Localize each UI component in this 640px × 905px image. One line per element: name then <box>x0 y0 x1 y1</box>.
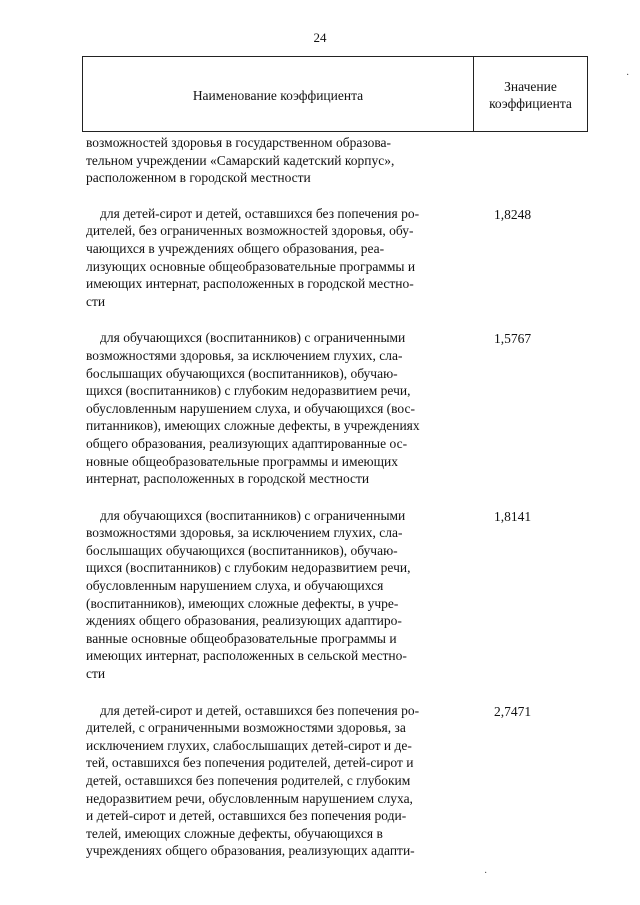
description-line: сти <box>86 293 106 309</box>
description-line: лизующих основные общеобразовательные программы и <box>86 258 416 274</box>
description-line: бослышащих обучающихся (воспитанников), обучаю- <box>86 542 398 558</box>
description-line: для обучающихся (воспитанников) с ограниченными <box>100 330 406 346</box>
description-line: и детей-сирот и детей, оставшихся без попечения роди- <box>86 808 407 824</box>
description-line: исключением глухих, слабослышащих детей-сирот и де- <box>86 737 412 753</box>
description-line: имеющих интернат, расположенных в городской местно- <box>86 276 414 292</box>
description-line: (воспитанников), имеющих сложные дефекты, в учре- <box>86 595 399 611</box>
description-line: для обучающихся (воспитанников) с ограниченными <box>100 507 406 523</box>
table-row <box>86 205 606 311</box>
table-body <box>86 134 606 879</box>
description-line: тей, оставшихся без попечения родителей, детей-сирот и <box>86 755 414 771</box>
description-line: новные общеобразовательные программы и имеющих <box>86 453 399 469</box>
coefficient-value: 1,8141 <box>494 508 532 524</box>
table-row <box>86 134 606 187</box>
description-line: общего образования, реализующих адаптированные ос- <box>86 435 408 451</box>
coefficient-value: 1,5767 <box>494 331 532 347</box>
description-line: интернат, расположенных в городской местности <box>86 471 370 487</box>
description-line: ждениях общего образования, реализующих адаптиро- <box>86 613 402 629</box>
table-row <box>86 702 606 860</box>
page-number: 24 <box>313 30 327 45</box>
description-line: имеющих интернат, расположенных в сельской местно- <box>86 648 407 664</box>
header-name-column: Наименование коэффициента <box>83 57 474 131</box>
coefficient-value: 2,7471 <box>494 703 532 719</box>
coefficient-value: 1,8248 <box>494 206 532 222</box>
description-line: детей, оставшихся без попечения родителей, с глубоким <box>86 773 411 788</box>
description-line: ванные основные общеобразовательные программы и <box>86 630 397 646</box>
coefficient-value <box>464 134 606 187</box>
coefficient-description <box>86 205 464 311</box>
description-line: расположенном в городской местности <box>86 170 311 186</box>
header-value-line2: коэффициента <box>489 96 572 111</box>
description-line: возможностями здоровья, за исключением глухих, сла- <box>86 347 403 363</box>
header-value-column <box>474 57 587 131</box>
description-line: дителей, с ограниченными возможностями здоровья, за <box>86 720 406 736</box>
description-line: возможностями здоровья, за исключением глухих, сла- <box>86 525 403 541</box>
table-row <box>86 329 606 487</box>
description-line: учреждениях общего образования, реализующих адапти- <box>86 843 415 859</box>
description-line: возможностей здоровья в государственном образова- <box>86 135 392 150</box>
description-line: питанников), имеющих сложные дефекты, в учреждениях <box>86 418 420 434</box>
description-line: обусловленным нарушением слуха, и обучающихся <box>86 578 384 594</box>
coefficient-description <box>86 507 464 683</box>
description-line: чающихся в учреждениях общего образования, реа- <box>86 240 385 256</box>
description-line: щихся (воспитанников) с глубоким недоразвитием речи, <box>86 383 411 399</box>
coefficient-description <box>86 134 464 187</box>
description-line: телей, имеющих сложные дефекты, обучающихся в <box>86 825 383 841</box>
description-line: щихся (воспитанников) с глубоким недоразвитием речи, <box>86 560 411 576</box>
table-row <box>86 507 606 683</box>
scan-speck: · <box>484 868 488 879</box>
scan-speck: · <box>626 70 630 81</box>
coefficient-description <box>86 329 464 487</box>
coefficient-description <box>86 702 464 860</box>
table-header <box>82 56 588 132</box>
description-line: тельном учреждении «Самарский кадетский корпус», <box>86 152 395 168</box>
description-line: недоразвитием речи, обусловленным нарушением слуха, <box>86 790 413 806</box>
description-line: для детей-сирот и детей, оставшихся без попечения ро- <box>100 702 420 718</box>
description-line: дителей, без ограниченных возможностей здоровья, обу- <box>86 223 414 239</box>
description-line: сти <box>86 666 106 682</box>
description-line: обусловленным нарушением слуха, и обучающихся (вос- <box>86 400 416 416</box>
description-line: для детей-сирот и детей, оставшихся без попечения ро- <box>100 205 420 221</box>
header-value-line1: Значение <box>504 79 557 94</box>
description-line: бослышащих обучающихся (воспитанников), обучаю- <box>86 365 398 381</box>
